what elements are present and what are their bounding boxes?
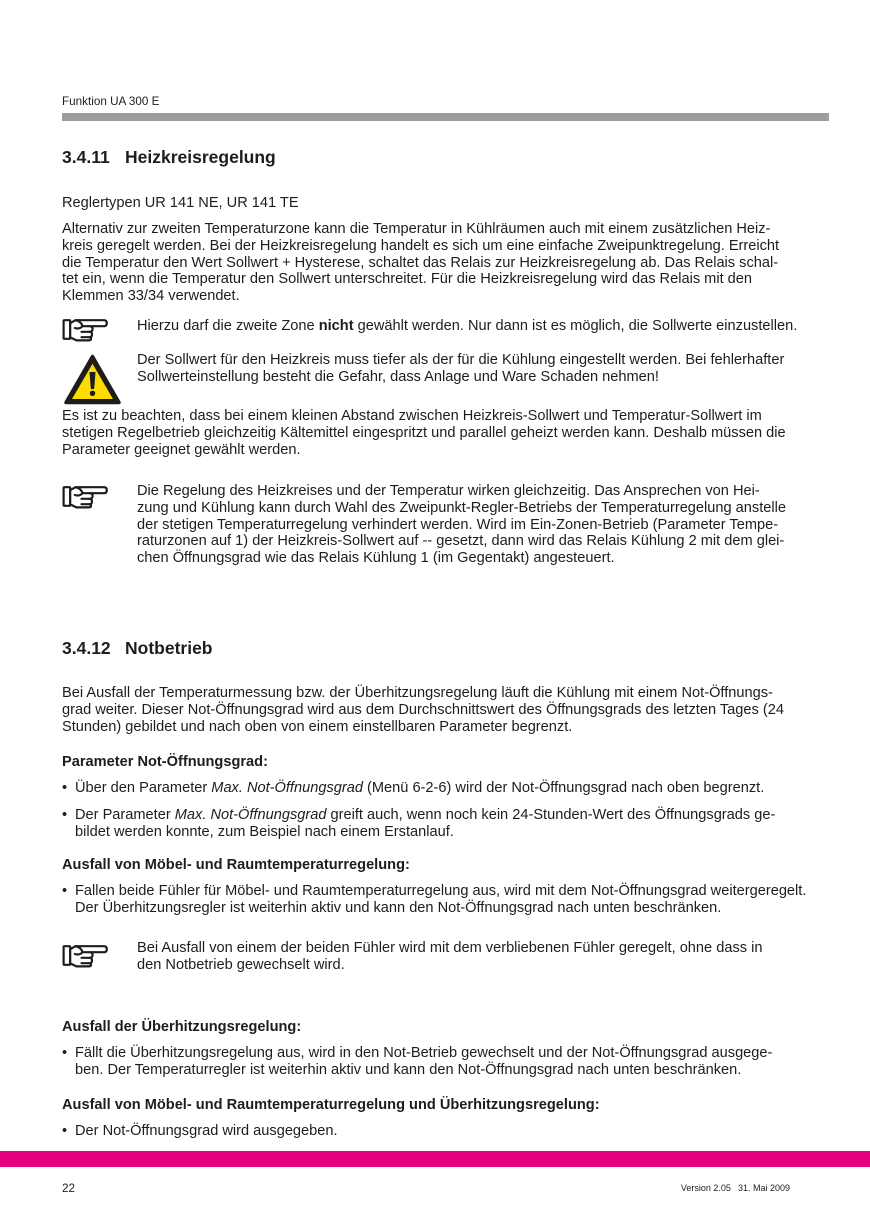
version-label: Version 2.05 [680, 1183, 731, 1193]
paragraph-line: die Temperatur den Wert Sollwert + Hysterese, schaltet das Relais zur Heizkreisregelung ab. Das Relais schal- [62, 254, 779, 271]
paragraph-line: Stunden) gebildet und nach oben von einem einstellbaren Parameter begrenzt. [62, 718, 573, 735]
warning-line: Sollwerteinstellung besteht die Gefahr, dass Anlage und Ware Schaden nehmen! [137, 368, 659, 385]
caution-paragraph [62, 408, 786, 458]
text-run: Der Parameter [75, 807, 175, 823]
subheading-sensor-failure [62, 857, 410, 874]
header-rule [62, 113, 829, 121]
list-item-line: Fallen beide Fühler für Möbel- und Raumtemperaturregelung aus, wird mit dem Not-Öffnungsgrad weitergeregelt. [75, 883, 807, 899]
note-line [137, 318, 797, 335]
list-bullet: • [62, 883, 68, 899]
paragraph-line: stetigen Regelbetrieb gleichzeitig Kältemittel eingespritzt und parallel geheizt werden kann. Deshalb müssen die [62, 424, 786, 441]
paragraph-line: kreis geregelt werden. Bei der Heizkreisregelung handelt es sich um eine einfache Zweipunktregelung. Erreicht [62, 237, 780, 254]
section-heading-heizkreisregelung [62, 147, 276, 167]
paragraph-line: Es ist zu beachten, dass bei einem kleinen Abstand zwischen Heizkreis-Sollwert und Temperatur-Sollwert im [62, 408, 762, 424]
parameter-name: Max. Not-Öffnungsgrad [211, 780, 363, 796]
subheading-parameter [62, 754, 268, 771]
text-run: Hierzu darf die zweite Zone [137, 318, 319, 334]
list-bullet: • [62, 807, 68, 823]
paragraph-line: Klemmen 33/34 verwendet. [62, 288, 240, 305]
list-item-line: Fällt die Überhitzungsregelung aus, wird in den Not-Betrieb gewechselt und der Not-Öffnungsgrad ausgege- [75, 1045, 773, 1061]
paragraph-line: Bei Ausfall der Temperaturmessung bzw. der Überhitzungsregelung läuft die Kühlung mit einem Not-Öffnungs- [62, 685, 773, 701]
notbetrieb-intro-paragraph [62, 685, 784, 735]
warning-text [137, 352, 784, 386]
text-run: greift auch, wenn noch kein 24-Stunden-Wert des Öffnungsgrads ge- [326, 807, 776, 823]
list-item-line: Der Not-Öffnungsgrad wird ausgegeben. [75, 1123, 338, 1139]
paragraph-line: Alternativ zur zweiten Temperaturzone kann die Temperatur in Kühlräumen auch mit einem zusätzlichen Heiz- [62, 221, 771, 237]
list-item [62, 780, 764, 797]
running-header-title: Funktion UA 300 E [62, 95, 160, 108]
list-bullet: • [62, 780, 68, 796]
subheading-superheat-failure [62, 1019, 301, 1036]
paragraph-line: grad weiter. Dieser Not-Öffnungsgrad wird aus dem Durchschnittswert des Öffnungsgrads des letzten Tages (24 [62, 701, 784, 718]
pointing-hand-icon [62, 317, 108, 342]
subheading-text: Ausfall von Möbel- und Raumtemperaturregelung: [62, 857, 410, 873]
list-item-line [75, 780, 764, 797]
exclamation-dot [90, 391, 95, 396]
note-zone-selection [137, 318, 797, 335]
text-run: gewählt werden. Nur dann ist es möglich, die Sollwerte einzustellen. [353, 318, 798, 334]
list-item [62, 1045, 772, 1079]
section-title: Heizkreisregelung [125, 147, 276, 167]
subheading-text: Ausfall der Überhitzungsregelung: [62, 1019, 302, 1035]
parameter-name: Max. Not-Öffnungsgrad [174, 807, 327, 823]
note-single-sensor [137, 940, 762, 974]
text-run: Über den Parameter [75, 780, 212, 796]
pointing-hand-icon [62, 484, 108, 509]
pointing-hand-icon [62, 943, 108, 968]
pointing-hand-icon [62, 484, 108, 509]
warning-triangle-icon [64, 354, 121, 405]
list-bullet: • [62, 1045, 68, 1061]
section-number: 3.4.12 [62, 638, 111, 658]
subheading-text: Parameter Not-Öffnungsgrad: [62, 754, 268, 770]
subheading-total-failure [62, 1097, 600, 1114]
pointing-hand-icon [62, 317, 108, 342]
footer-band [0, 1151, 870, 1167]
list-item-line: Der Überhitzungsregler ist weiterhin aktiv und kann den Not-Öffnungsgrad nach unten beschränken. [75, 899, 722, 916]
note-line: Die Regelung des Heizkreises und der Temperatur wirken gleichzeitig. Das Ansprechen von Hei- [137, 483, 760, 499]
list-item-line [75, 807, 775, 824]
section-title: Notbetrieb [125, 638, 213, 658]
version-date: 31. Mai 2009 [737, 1183, 790, 1193]
note-line: der stetigen Temperaturregelung verhindert werden. Wird im Ein-Zonen-Betrieb (Parameter Tempe- [137, 516, 779, 533]
note-line: den Notbetrieb gewechselt wird. [137, 956, 345, 973]
note-line: zung und Kühlung kann durch Wahl des Zweipunkt-Regler-Betriebs der Temperaturregelung anstelle [137, 499, 786, 516]
emphasis-text: nicht [318, 318, 354, 334]
warning-triangle-icon [64, 354, 121, 405]
list-item [62, 807, 775, 841]
version-info [681, 1183, 790, 1194]
list-item-line: ben. Der Temperaturregler ist weiterhin aktiv und kann den Not-Öffnungsgrad nach unten beschränken. [75, 1061, 742, 1078]
controller-types [62, 195, 299, 212]
list-item [62, 1123, 338, 1140]
note-simultaneous-control [137, 483, 786, 567]
note-line: chen Öffnungsgrad wie das Relais Kühlung 1 (im Gegentakt) angesteuert. [137, 550, 615, 567]
warning-line: Der Sollwert für den Heizkreis muss tiefer als der für die Kühlung eingestellt werden. Bei fehlerhafter [137, 352, 785, 368]
paragraph-line: Parameter geeignet gewählt werden. [62, 441, 301, 458]
list-item-line: bildet werden konnte, zum Beispiel nach einem Erstanlauf. [75, 823, 454, 840]
list-bullet: • [62, 1123, 68, 1139]
text-run: (Menü 6-2-6) wird der Not-Öffnungsgrad nach oben begrenzt. [362, 780, 765, 796]
section-number: 3.4.11 [62, 147, 110, 167]
note-line: Bei Ausfall von einem der beiden Fühler wird mit dem verbliebenen Fühler geregelt, ohne dass in [137, 940, 763, 956]
page-number: 22 [62, 1182, 76, 1195]
paragraph-line: tet ein, wenn die Temperatur den Sollwert unterschreitet. Für die Heizkreisregelung wird das Relais mit den [62, 271, 753, 288]
subheading-text: Ausfall von Möbel- und Raumtemperaturregelung und Überhitzungsregelung: [62, 1097, 600, 1113]
note-line: raturzonen auf 1) der Heizkreis-Sollwert auf -- gesetzt, dann wird das Relais Kühlung 2 mit dem glei- [137, 533, 785, 550]
controller-types-line: Reglertypen UR 141 NE, UR 141 TE [62, 195, 299, 211]
pointing-hand-icon [62, 943, 108, 968]
heizkreis-intro-paragraph [62, 221, 779, 305]
list-item [62, 883, 806, 917]
section-heading-notbetrieb [62, 638, 213, 658]
exclamation-bar [90, 373, 95, 389]
